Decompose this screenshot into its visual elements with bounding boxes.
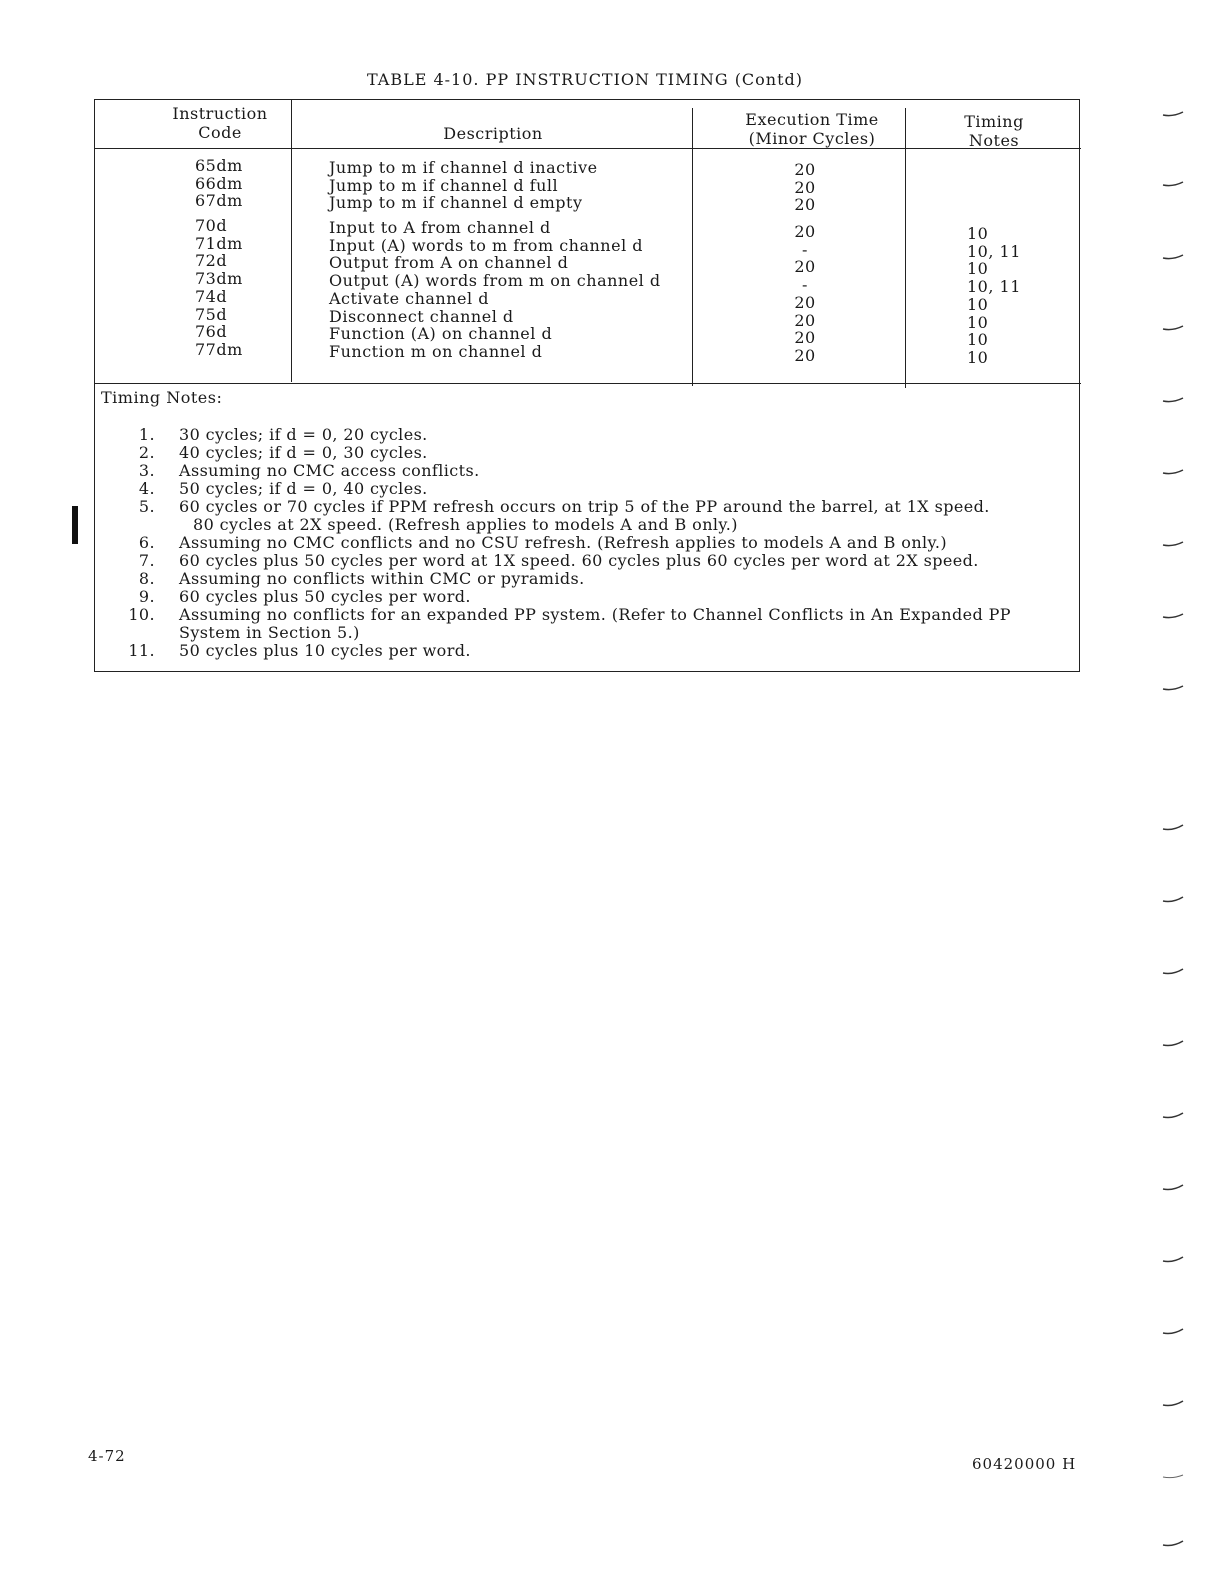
binder-mark-icon bbox=[1162, 180, 1184, 188]
execution-time: 20 bbox=[794, 177, 816, 197]
note-text: 80 cycles at 2X speed. (Refresh applies to models A and B only.) bbox=[193, 515, 738, 534]
note-text: 60 cycles plus 50 cycles per word at 1X speed. 60 cycles plus 60 cycles per word at 2X speed. bbox=[179, 551, 979, 570]
header-exec-line1: Execution Time bbox=[745, 110, 879, 129]
note-number: 11. bbox=[128, 641, 155, 660]
execution-time: 20 bbox=[794, 328, 816, 348]
group1-exec bbox=[785, 161, 825, 214]
timing-note-ref: 10, 11 bbox=[967, 241, 1021, 261]
instruction-description: Output from A on channel d bbox=[329, 253, 569, 273]
group2-exec bbox=[785, 223, 825, 365]
execution-time: 20 bbox=[794, 310, 816, 330]
binder-mark-icon bbox=[1162, 540, 1184, 548]
note-text: 40 cycles; if d = 0, 30 cycles. bbox=[179, 443, 428, 462]
group1-codes bbox=[195, 157, 243, 210]
header-timing-line2: Notes bbox=[968, 131, 1020, 150]
note-text: Assuming no conflicts for an expanded PP system. (Refer to Channel Conflicts in An Expanded PP bbox=[179, 605, 1011, 624]
binder-mark-icon bbox=[1162, 968, 1184, 976]
document-number: 60420000 H bbox=[972, 1455, 1077, 1473]
binder-mark-icon bbox=[1162, 324, 1184, 332]
binder-mark-icon bbox=[1162, 1400, 1184, 1408]
binder-mark-icon bbox=[1162, 1112, 1184, 1120]
note-number: 7. bbox=[138, 551, 155, 570]
note-number: 2. bbox=[138, 443, 155, 462]
timing-note-ref: 10, 11 bbox=[967, 277, 1021, 297]
binder-mark-icon bbox=[1162, 1256, 1184, 1264]
note-number: 10. bbox=[128, 605, 155, 624]
instruction-description: Jump to m if channel d full bbox=[329, 175, 559, 195]
instruction-code: 73dm bbox=[195, 269, 243, 289]
instruction-description: Jump to m if channel d empty bbox=[329, 193, 583, 213]
group1-descriptions bbox=[329, 159, 598, 212]
binder-mark-icon bbox=[1162, 1472, 1184, 1480]
binder-mark-icon bbox=[1162, 253, 1184, 261]
instruction-description: Input to A from channel d bbox=[329, 218, 551, 237]
execution-time: 20 bbox=[794, 195, 816, 215]
instruction-code: 66dm bbox=[195, 173, 243, 193]
header-code-line2: Code bbox=[198, 123, 242, 142]
note-number: 8. bbox=[138, 569, 155, 588]
timing-notes-heading: Timing Notes: bbox=[101, 388, 223, 407]
binder-mark-icon bbox=[1162, 110, 1184, 118]
instruction-code: 71dm bbox=[195, 233, 243, 253]
group2-timing-notes bbox=[967, 225, 1021, 367]
instruction-description: Output (A) words from m on channel d bbox=[329, 271, 661, 291]
instruction-code: 67dm bbox=[195, 191, 243, 211]
timing-note-ref: 10 bbox=[967, 259, 989, 279]
note-text: System in Section 5.) bbox=[179, 623, 360, 642]
instruction-code: 65dm bbox=[195, 156, 243, 175]
binder-mark-icon bbox=[1162, 468, 1184, 476]
group2-descriptions bbox=[329, 219, 661, 361]
header-code-line1: Instruction bbox=[172, 104, 268, 123]
note-text: 30 cycles; if d = 0, 20 cycles. bbox=[179, 425, 428, 444]
instruction-description: Jump to m if channel d inactive bbox=[329, 158, 598, 177]
note-number: 1. bbox=[138, 425, 155, 444]
header-description: Description bbox=[443, 124, 543, 143]
execution-time: - bbox=[802, 275, 808, 295]
instruction-code: 76d bbox=[195, 322, 228, 342]
note-number: 9. bbox=[138, 587, 155, 606]
instruction-description: Function m on channel d bbox=[329, 341, 543, 361]
header-timing-notes bbox=[907, 112, 1081, 150]
timing-note-ref: 10 bbox=[967, 312, 989, 332]
instruction-code: 77dm bbox=[195, 339, 243, 359]
note-text: 50 cycles; if d = 0, 40 cycles. bbox=[179, 479, 428, 498]
instruction-code: 75d bbox=[195, 304, 228, 324]
execution-time: - bbox=[802, 239, 808, 259]
timing-note-ref: 10 bbox=[967, 224, 989, 243]
binder-mark-icon bbox=[1162, 1184, 1184, 1192]
execution-time: 20 bbox=[794, 345, 816, 365]
instruction-code: 70d bbox=[195, 216, 228, 235]
note-number: 6. bbox=[138, 533, 155, 552]
header-instruction-code bbox=[135, 104, 305, 142]
execution-time: 20 bbox=[794, 222, 816, 241]
column-divider bbox=[905, 108, 906, 388]
group2-codes bbox=[195, 217, 243, 359]
note-text: Assuming no CMC access conflicts. bbox=[179, 461, 480, 480]
header-exec-line2: (Minor Cycles) bbox=[748, 129, 876, 148]
note-number: 3. bbox=[138, 461, 155, 480]
column-divider bbox=[692, 108, 693, 386]
instruction-description: Disconnect channel d bbox=[329, 306, 514, 326]
note-text: 60 cycles plus 50 cycles per word. bbox=[179, 587, 471, 606]
table-title: TABLE 4-10. PP INSTRUCTION TIMING (Contd) bbox=[366, 70, 804, 89]
execution-time: 20 bbox=[794, 292, 816, 312]
instruction-timing-table bbox=[94, 99, 1080, 672]
binder-mark-icon bbox=[1162, 612, 1184, 620]
note-number: 5. bbox=[138, 497, 155, 516]
revision-change-bar bbox=[72, 506, 78, 544]
timing-note-ref: 10 bbox=[967, 347, 989, 367]
binder-mark-icon bbox=[1162, 1328, 1184, 1336]
binder-mark-icon bbox=[1162, 896, 1184, 904]
note-text: Assuming no CMC conflicts and no CSU refresh. (Refresh applies to models A and B only.) bbox=[179, 533, 947, 552]
binder-mark-icon bbox=[1162, 824, 1184, 832]
header-execution-time bbox=[695, 110, 929, 148]
timing-note-ref: 10 bbox=[967, 294, 989, 314]
instruction-description: Activate channel d bbox=[329, 288, 489, 308]
timing-note-ref: 10 bbox=[967, 330, 989, 350]
note-text: Assuming no conflicts within CMC or pyramids. bbox=[179, 569, 585, 588]
note-text: 60 cycles or 70 cycles if PPM refresh occurs on trip 5 of the PP around the barrel, at 1X speed. bbox=[179, 497, 990, 516]
binder-mark-icon bbox=[1162, 396, 1184, 404]
instruction-code: 72d bbox=[195, 251, 228, 271]
binder-mark-icon bbox=[1162, 1540, 1184, 1548]
instruction-description: Input (A) words to m from channel d bbox=[329, 235, 644, 255]
note-text: 50 cycles plus 10 cycles per word. bbox=[179, 641, 471, 660]
binder-mark-icon bbox=[1162, 1040, 1184, 1048]
column-divider bbox=[291, 100, 292, 382]
header-timing-line1: Timing bbox=[964, 112, 1024, 131]
execution-time: 20 bbox=[794, 160, 816, 179]
instruction-code: 74d bbox=[195, 286, 228, 306]
page-number: 4-72 bbox=[88, 1447, 126, 1465]
execution-time: 20 bbox=[794, 257, 816, 277]
note-number: 4. bbox=[138, 479, 155, 498]
instruction-description: Function (A) on channel d bbox=[329, 324, 553, 344]
body-divider bbox=[95, 383, 1081, 384]
binder-mark-icon bbox=[1162, 684, 1184, 692]
